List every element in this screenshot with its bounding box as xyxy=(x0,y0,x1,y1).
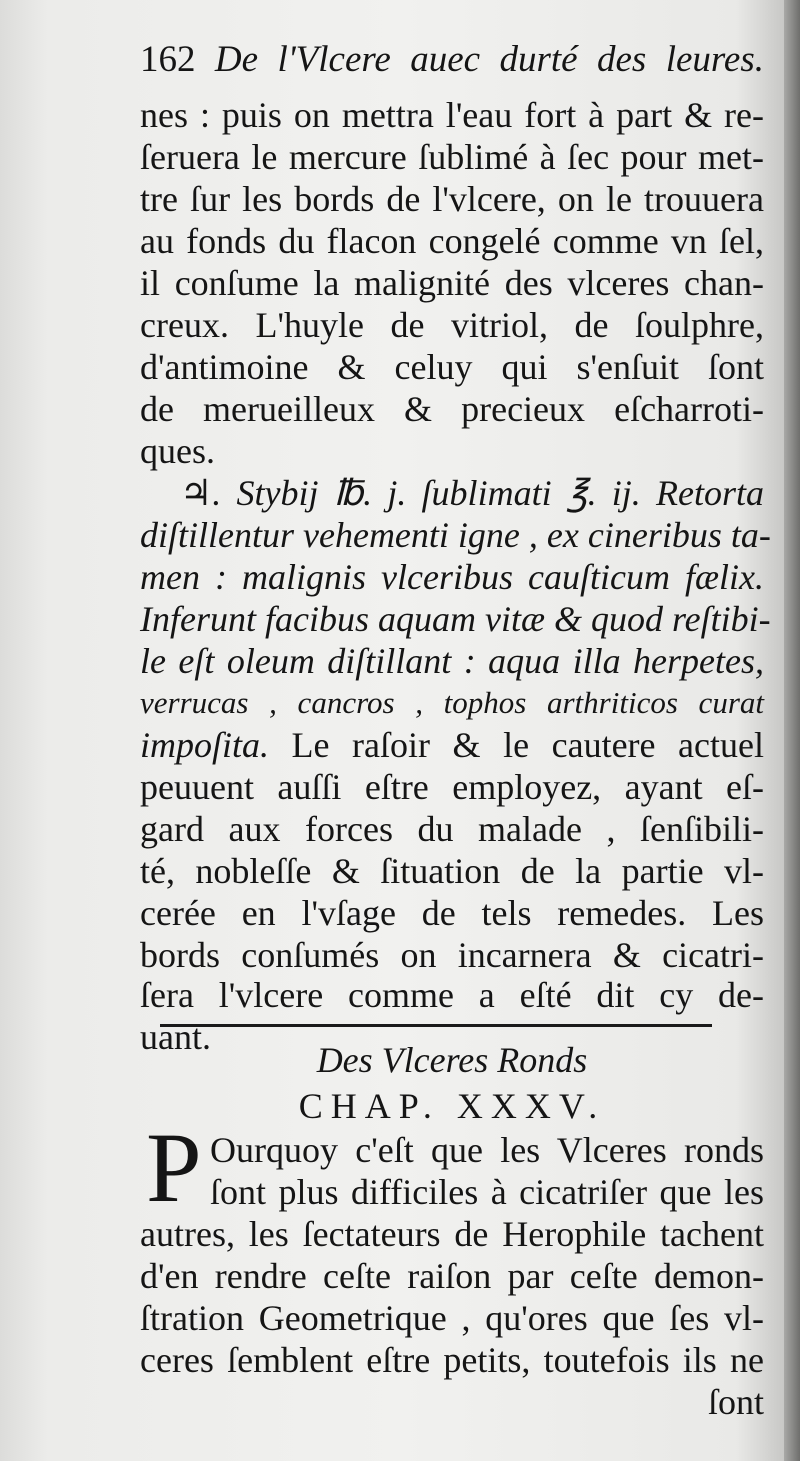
body-line: bords conſumés on incarnera & cicatri- xyxy=(140,935,764,975)
drop-capital: P xyxy=(146,1112,202,1223)
body-line: ſeruera le mercure ſublimé à ſec pour met- xyxy=(140,137,764,177)
body-line: au fonds du flacon congelé comme vn ſel, xyxy=(140,221,764,261)
mixed-line-roman: Le raſoir & le cautere actuel xyxy=(269,725,764,765)
body-line: tre ſur les bords de l'vlcere, on le trouuera xyxy=(140,179,764,219)
recipe-line: le eſt oleum diſtillant : aqua illa herpetes, xyxy=(140,641,764,681)
recipe-line: ♃. Stybij ℔. j. ſublimati ℥. ij. Retorta xyxy=(180,473,764,513)
running-title: De l'Vlcere auec durté des leures. xyxy=(214,39,765,80)
body-line: creux. L'huyle de vitriol, de ſoulphre, xyxy=(140,305,764,345)
body-line: il conſume la malignité des vlceres chan- xyxy=(140,263,764,303)
chapter-heading: CHAP. XXXV. xyxy=(298,1086,606,1126)
catchword: ſont xyxy=(707,1382,764,1422)
recipe-line: Inferunt facibus aquam vitæ & quod reſtibi- xyxy=(140,599,771,639)
body-line: ſera l'vlcere comme a eſté dit cy de- xyxy=(140,975,764,1015)
body-line: peuuent auſſi eſtre employez, ayant eſ- xyxy=(140,767,764,807)
body-line: gard aux forces du malade , ſenſibili- xyxy=(140,809,764,849)
page-gutter-shadow xyxy=(784,0,800,1461)
page-number: 162 xyxy=(140,39,196,80)
chapter-line: d'en rendre ceſte raiſon par ceſte demon- xyxy=(140,1256,764,1296)
body-line: uant. xyxy=(140,1017,211,1057)
running-header xyxy=(140,40,764,80)
chapter-line: ceres ſemblent eſtre petits, toutefois ils ne xyxy=(140,1340,764,1380)
body-line: de merueilleux & precieux eſcharroti- xyxy=(140,389,764,429)
recipe-line: verrucas , cancros , tophos arthriticos curat xyxy=(140,685,764,720)
recipe-line: diſtillentur vehementi igne , ex cineribus ta- xyxy=(140,515,771,555)
body-line: té, nobleſſe & ſituation de la partie vl- xyxy=(140,851,764,891)
recipe-line: men : malignis vlceribus cauſticum fælix. xyxy=(140,557,764,597)
body-line: cerée en l'vſage de tels remedes. Les xyxy=(140,893,764,933)
chapter-line: ſtration Geometrique , qu'ores que ſes vl- xyxy=(140,1298,764,1338)
body-line: nes : puis on mettra l'eau fort à part & re- xyxy=(140,95,764,135)
body-line: ques. xyxy=(140,431,215,471)
chapter-line: Ourquoy c'eſt que les Vlceres ronds xyxy=(210,1130,764,1170)
chapter-line: ſont plus difficiles à cicatriſer que les xyxy=(210,1172,764,1212)
section-title: Des Vlceres Ronds xyxy=(316,1040,588,1080)
mixed-line-italic: impoſita. xyxy=(140,725,270,765)
mixed-line xyxy=(140,725,764,765)
body-line: d'antimoine & celuy qui s'enſuit ſont xyxy=(140,347,764,387)
chapter-line: autres, les ſectateurs de Herophile tachent xyxy=(140,1214,764,1254)
